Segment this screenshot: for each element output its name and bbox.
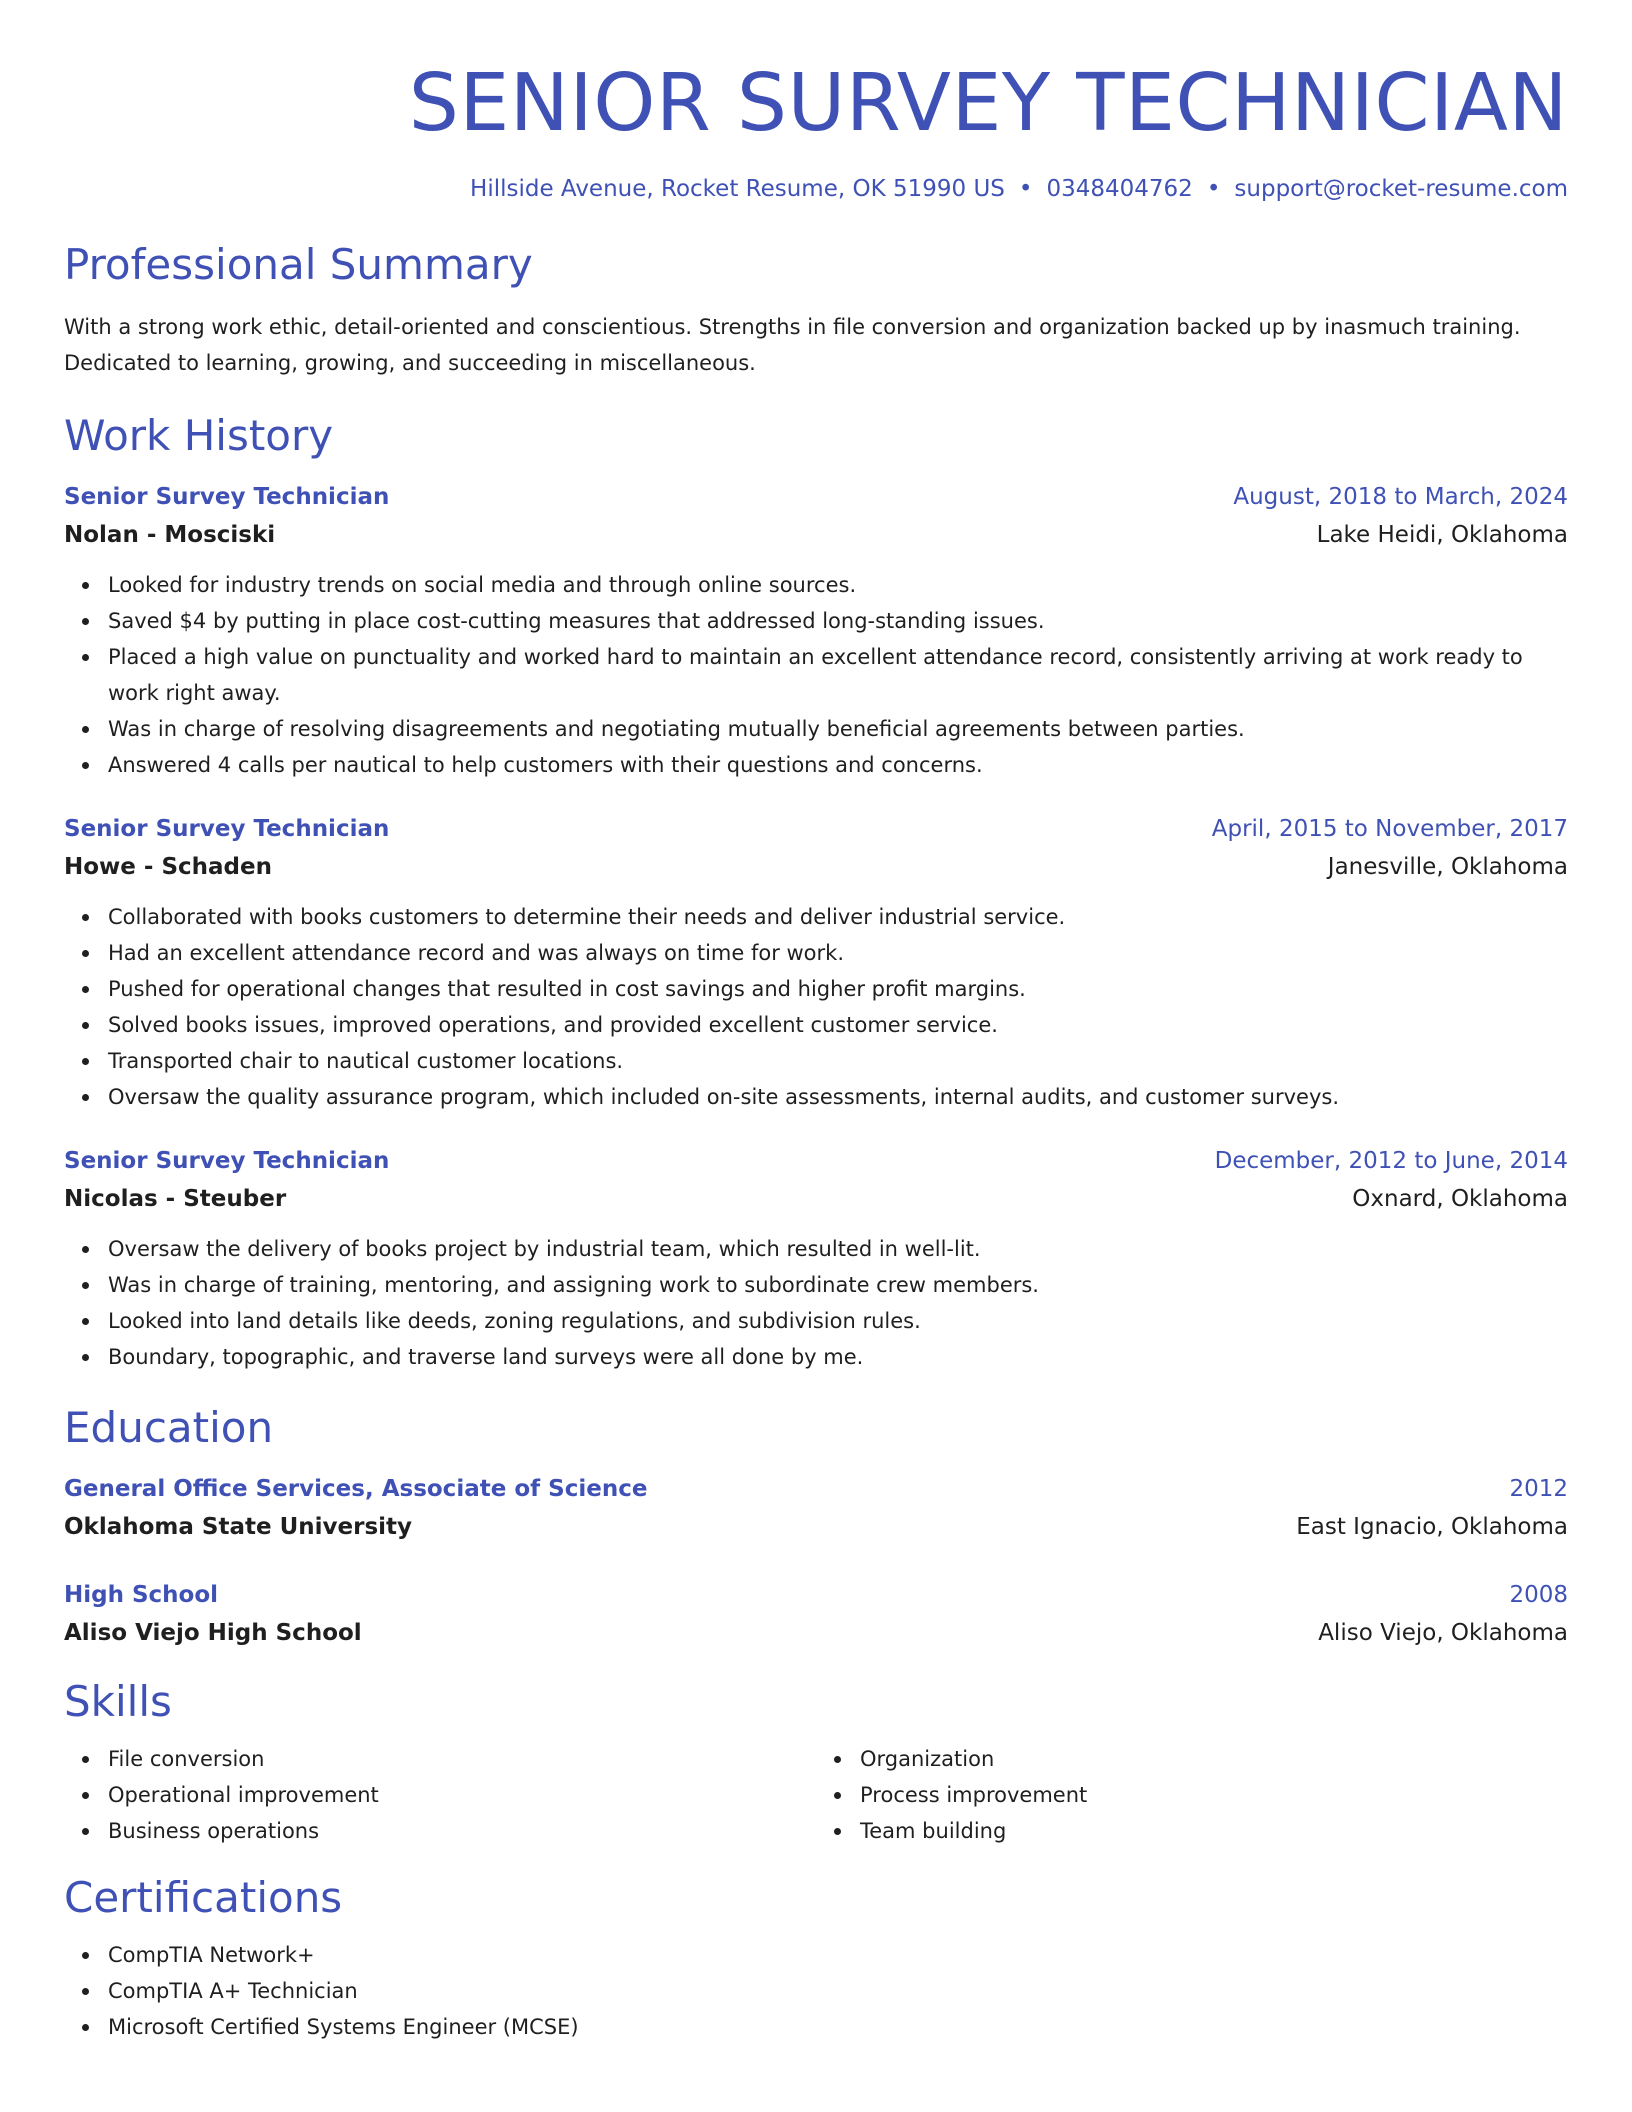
list-item: Looked into land details like deeds, zoning regulations, and subdivision rules. <box>108 1303 1568 1339</box>
skills-heading: Skills <box>64 1677 172 1726</box>
list-item: Microsoft Certified Systems Engineer (MCSE) <box>108 2009 1568 2045</box>
job-title: Senior Survey Technician <box>64 484 390 510</box>
education-school: Oklahoma State University <box>64 1514 413 1540</box>
list-item: Pushed for operational changes that resulted in cost savings and higher profit margins. <box>108 971 1568 1007</box>
contact-separator: • <box>1018 176 1033 202</box>
skills-right-list <box>816 1741 1568 1849</box>
list-item: Business operations <box>108 1813 816 1849</box>
list-item: Answered 4 calls per nautical to help customers with their questions and concerns. <box>108 747 1568 783</box>
job-bullets <box>64 567 1568 783</box>
resume-title: SENIOR SURVEY TECHNICIAN <box>408 57 1568 149</box>
job-entry <box>64 811 1568 1115</box>
list-item: Had an excellent attendance record and was always on time for work. <box>108 935 1568 971</box>
skills-left-list <box>64 1741 816 1849</box>
job-location: Oxnard, Oklahoma <box>1352 1186 1568 1212</box>
job-dates: December, 2012 to June, 2014 <box>1214 1148 1568 1174</box>
list-item: Oversaw the delivery of books project by industrial team, which resulted in well-lit. <box>108 1231 1568 1267</box>
summary-heading: Professional Summary <box>64 240 533 289</box>
certifications-heading: Certifications <box>64 1873 343 1922</box>
list-item: Looked for industry trends on social media and through online sources. <box>108 567 1568 603</box>
education-entry <box>64 1577 1568 1653</box>
education-year: 2012 <box>1509 1476 1568 1502</box>
job-title: Senior Survey Technician <box>64 816 390 842</box>
education-degree: High School <box>64 1582 219 1608</box>
job-company: Howe - Schaden <box>64 854 272 880</box>
contact-email[interactable]: support@rocket-resume.com <box>1234 176 1568 202</box>
contact-line <box>64 174 1568 204</box>
list-item: File conversion <box>108 1741 816 1777</box>
list-item: Was in charge of training, mentoring, and assigning work to subordinate crew members. <box>108 1267 1568 1303</box>
education-location: East Ignacio, Oklahoma <box>1296 1514 1568 1540</box>
contact-phone: 0348404762 <box>1046 176 1193 202</box>
job-dates: April, 2015 to November, 2017 <box>1211 816 1568 842</box>
list-item: Collaborated with books customers to determine their needs and deliver industrial service. <box>108 899 1568 935</box>
list-item: Organization <box>860 1741 1568 1777</box>
list-item: Process improvement <box>860 1777 1568 1813</box>
list-item: Boundary, topographic, and traverse land surveys were all done by me. <box>108 1339 1568 1375</box>
job-dates: August, 2018 to March, 2024 <box>1233 484 1568 510</box>
list-item: Solved books issues, improved operations, and provided excellent customer service. <box>108 1007 1568 1043</box>
job-location: Lake Heidi, Oklahoma <box>1316 522 1568 548</box>
education-location: Aliso Viejo, Oklahoma <box>1318 1620 1568 1646</box>
job-title: Senior Survey Technician <box>64 1148 390 1174</box>
certifications-list <box>64 1937 1568 2045</box>
resume-page <box>64 0 1568 2045</box>
education-school: Aliso Viejo High School <box>64 1620 362 1646</box>
job-location: Janesville, Oklahoma <box>1327 854 1568 880</box>
skills-grid <box>64 1741 1568 1849</box>
work-history-heading: Work History <box>64 411 334 460</box>
list-item: Oversaw the quality assurance program, which included on-site assessments, internal audits, and customer surveys. <box>108 1079 1568 1115</box>
summary-text: With a strong work ethic, detail-oriented and conscientious. Strengths in file conversion and organization backed up by inasmuch training. Dedicated to learning, growing, and succeeding in miscellaneous. <box>64 315 1521 375</box>
education-degree: General Office Services, Associate of Science <box>64 1476 648 1502</box>
job-company: Nolan - Mosciski <box>64 522 276 548</box>
education-year: 2008 <box>1509 1582 1568 1608</box>
job-entry <box>64 479 1568 783</box>
list-item: Was in charge of resolving disagreements and negotiating mutually beneficial agreements between parties. <box>108 711 1568 747</box>
list-item: Saved $4 by putting in place cost-cutting measures that addressed long-standing issues. <box>108 603 1568 639</box>
list-item: Operational improvement <box>108 1777 816 1813</box>
list-item: Transported chair to nautical customer locations. <box>108 1043 1568 1079</box>
education-entry <box>64 1471 1568 1547</box>
job-bullets <box>64 1231 1568 1375</box>
list-item: Team building <box>860 1813 1568 1849</box>
list-item: CompTIA A+ Technician <box>108 1973 1568 2009</box>
contact-separator: • <box>1206 176 1221 202</box>
list-item: Placed a high value on punctuality and worked hard to maintain an excellent attendance record, consistently arriving at work ready to work right away. <box>108 639 1568 711</box>
list-item: CompTIA Network+ <box>108 1937 1568 1973</box>
contact-address: Hillside Avenue, Rocket Resume, OK 51990 US <box>470 176 1005 202</box>
job-company: Nicolas - Steuber <box>64 1186 287 1212</box>
education-heading: Education <box>64 1403 274 1452</box>
job-bullets <box>64 899 1568 1115</box>
job-entry <box>64 1143 1568 1375</box>
